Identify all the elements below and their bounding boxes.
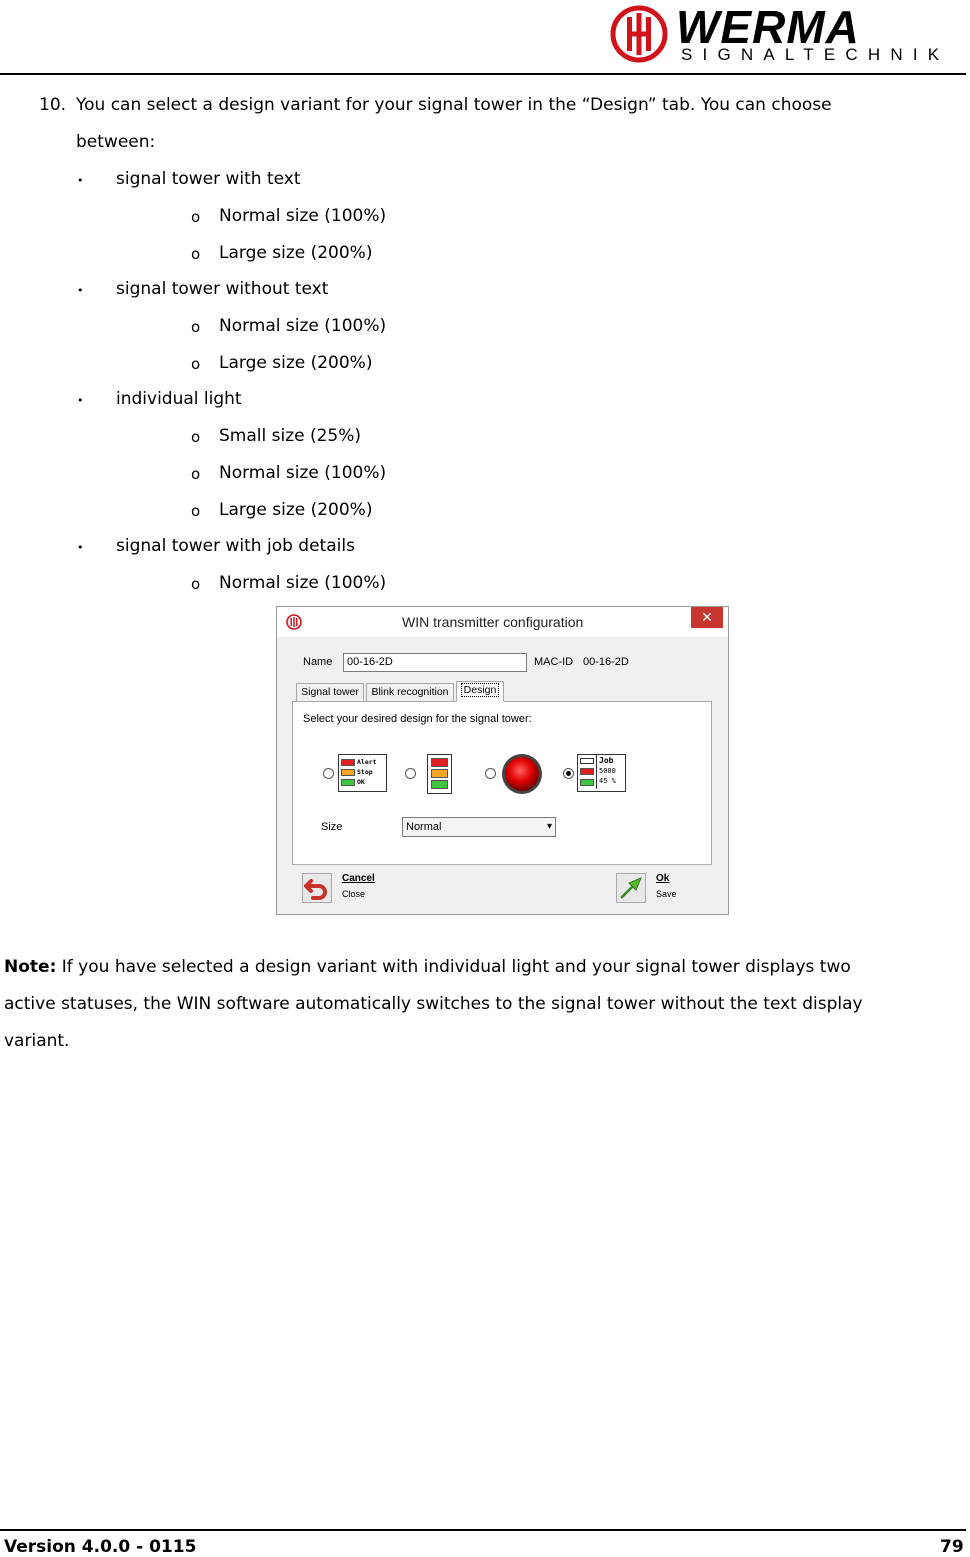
- undo-icon: [302, 873, 332, 903]
- preview-divider: [596, 755, 597, 789]
- option-item: Large size (200%): [219, 500, 373, 520]
- size-select[interactable]: [402, 817, 556, 837]
- red-lamp-icon: [341, 759, 355, 766]
- option-item: Large size (200%): [219, 353, 373, 373]
- intro-text-line2: between:: [76, 132, 156, 152]
- brand-subtitle: SIGNALTECHNIK: [681, 45, 950, 64]
- amber-lamp-icon: [341, 769, 355, 776]
- individual-light-icon: [501, 753, 543, 795]
- close-icon[interactable]: ✕: [691, 607, 723, 628]
- sub-bullet-icon: o: [191, 208, 201, 226]
- tab-signal-tower[interactable]: Signal tower: [296, 683, 364, 701]
- page-number: 79: [940, 1537, 964, 1557]
- red-lamp-icon: [580, 768, 594, 775]
- option-item: Normal size (100%): [219, 573, 387, 593]
- job-title: Job: [599, 756, 614, 765]
- tower-with-text-preview: [338, 754, 387, 792]
- bullet-signal-tower-without-text: signal tower without text: [116, 279, 329, 299]
- instruction-text: Select your desired design for the signal tower:: [303, 713, 532, 725]
- sub-bullet-icon: o: [191, 575, 201, 593]
- job-quantity: 5000: [599, 767, 616, 775]
- note-line2: active statuses, the WIN software automatically switches to the signal tower without the text display: [4, 994, 863, 1014]
- chevron-down-icon: ▾: [546, 821, 552, 832]
- bullet-signal-tower-with-job-details: signal tower with job details: [116, 536, 355, 556]
- footer-divider: [0, 1529, 966, 1531]
- tab-blink-recognition[interactable]: Blink recognition: [366, 683, 454, 701]
- option-item: Large size (200%): [219, 243, 373, 263]
- design-radio-individual-light[interactable]: [485, 768, 496, 779]
- bullet-icon: •: [77, 541, 84, 554]
- note-line3: variant.: [4, 1031, 70, 1051]
- ok-sublabel: Save: [656, 889, 677, 899]
- step-number: 10.: [39, 95, 67, 115]
- lamp-text-ok: OK: [357, 778, 365, 786]
- brand-name: WERMA: [676, 1, 860, 53]
- note-text-line1: If you have selected a design variant with individual light and your signal tower displays two: [56, 957, 851, 977]
- werma-app-icon: [286, 614, 302, 630]
- option-item: Normal size (100%): [219, 316, 387, 336]
- win-transmitter-dialog: [276, 606, 729, 915]
- mac-id-value: 00-16-2D: [583, 656, 629, 668]
- bullet-icon: •: [77, 174, 84, 187]
- bullet-icon: •: [77, 284, 84, 297]
- lamp-text-alert: Alert: [357, 758, 377, 766]
- tab-design[interactable]: [456, 681, 504, 702]
- red-lamp-icon: [431, 758, 448, 767]
- job-indicator-icon: [580, 758, 594, 764]
- werma-logo-icon: [610, 5, 668, 63]
- green-lamp-icon: [580, 779, 594, 786]
- cancel-sublabel: Close: [342, 889, 366, 899]
- option-item: Small size (25%): [219, 426, 362, 446]
- sub-bullet-icon: o: [191, 245, 201, 263]
- design-radio-job-details[interactable]: [563, 768, 574, 779]
- footer-version: Version 4.0.0 - 0115: [4, 1537, 197, 1557]
- intro-text-line1: You can select a design variant for your signal tower in the “Design” tab. You can choose: [76, 95, 832, 115]
- sub-bullet-icon: o: [191, 465, 201, 483]
- green-arrow-icon: [616, 873, 646, 903]
- size-select-value: Normal: [406, 821, 442, 833]
- tower-without-text-preview: [427, 754, 452, 794]
- name-field[interactable]: 00-16-2D: [343, 653, 527, 672]
- lamp-text-stop: Stop: [357, 768, 373, 776]
- note-label: Note:: [4, 957, 57, 977]
- dialog-title: WIN transmitter configuration: [402, 614, 584, 630]
- mac-id-label: MAC-ID: [534, 656, 574, 668]
- sub-bullet-icon: o: [191, 502, 201, 520]
- dialog-titlebar: [277, 607, 728, 637]
- sub-bullet-icon: o: [191, 428, 201, 446]
- green-lamp-icon: [431, 780, 448, 789]
- ok-button[interactable]: [616, 871, 716, 905]
- option-item: Normal size (100%): [219, 206, 387, 226]
- design-radio-without-text[interactable]: [405, 768, 416, 779]
- tower-job-details-preview: [577, 754, 626, 792]
- bullet-individual-light: individual light: [116, 389, 242, 409]
- green-lamp-icon: [341, 779, 355, 786]
- sub-bullet-icon: o: [191, 355, 201, 373]
- cancel-label: Cancel: [342, 873, 375, 884]
- name-label: Name: [303, 656, 333, 668]
- option-item: Normal size (100%): [219, 463, 387, 483]
- amber-lamp-icon: [431, 769, 448, 778]
- note-line1: [4, 957, 851, 977]
- bullet-icon: •: [77, 394, 84, 407]
- job-progress: 45 %: [599, 777, 616, 785]
- bullet-signal-tower-with-text: signal tower with text: [116, 169, 301, 189]
- cancel-button[interactable]: [302, 871, 422, 905]
- sub-bullet-icon: o: [191, 318, 201, 336]
- ok-label: Ok: [656, 873, 670, 884]
- header-divider: [0, 73, 966, 75]
- size-label: Size: [321, 821, 343, 833]
- design-tab-panel: [292, 701, 712, 865]
- tab-design-label: Design: [461, 683, 500, 697]
- design-radio-with-text[interactable]: [323, 768, 334, 779]
